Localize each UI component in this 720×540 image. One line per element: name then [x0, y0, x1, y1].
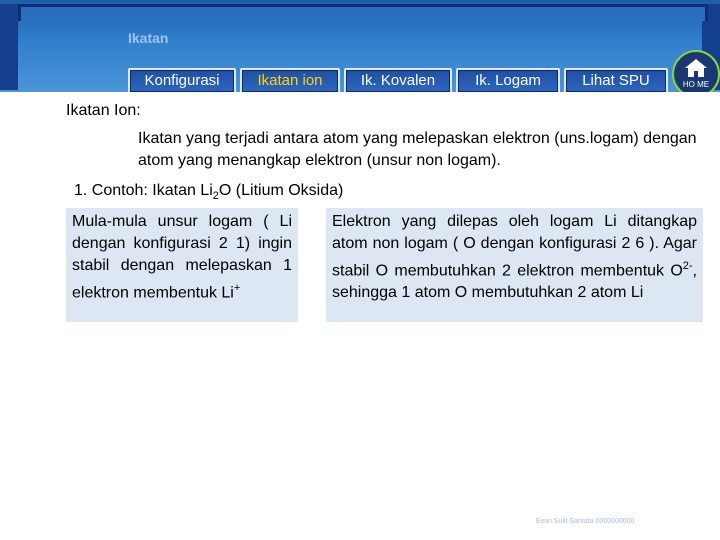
nav-konfigurasi-button[interactable]: Konfigurasi	[128, 68, 236, 94]
home-button[interactable]	[672, 50, 720, 98]
header-title: Ikatan	[128, 30, 169, 46]
section-heading: Ikatan Ion:	[66, 102, 141, 119]
header-frame-left	[0, 4, 18, 90]
home-label: HO ME	[682, 80, 710, 89]
example-title-prefix: 1. Contoh: Ikatan Li	[74, 182, 213, 199]
nav-ikatan-ion-button[interactable]: Ikatan ion	[240, 68, 340, 94]
right-box-text: Elektron yang dilepas oleh logam Li ditangkap atom non logam ( O dengan konfigurasi 2 6 ). Agar stabil O membutuhkan 2 elektron membentuk O	[332, 213, 697, 280]
example-title-suffix: O (Litium Oksida)	[218, 182, 344, 199]
nav-ik-kovalen-button[interactable]: Ik. Kovalen	[344, 68, 452, 94]
definition-text: Ikatan yang terjadi antara atom yang melepaskan elektron (uns.logam) dengan atom yang menangkap elektron (unsur non logam).	[138, 130, 697, 169]
right-box-superscript: 2-	[682, 260, 693, 272]
footer-credit: Evan Sulit Santata 0000000000	[536, 518, 635, 525]
right-box-tail: , sehingga 1 atom O membutuhkan 2 atom Li	[332, 262, 697, 302]
nav-lihat-spu-button[interactable]: Lihat SPU	[564, 68, 668, 94]
nav-ik-logam-button[interactable]: Ik. Logam	[456, 68, 560, 94]
example-title	[74, 182, 343, 202]
home-icon	[674, 52, 718, 82]
left-box-superscript: +	[233, 282, 241, 294]
explanation-box-left	[66, 208, 298, 322]
explanation-box-right	[326, 208, 703, 322]
header-frame-top	[18, 4, 708, 21]
left-box-text: Mula-mula unsur logam ( Li dengan konfigurasi 2 1) ingin stabil dengan melepaskan 1 elektron membentuk Li	[72, 213, 292, 302]
example-title-subscript: 2	[212, 190, 219, 203]
